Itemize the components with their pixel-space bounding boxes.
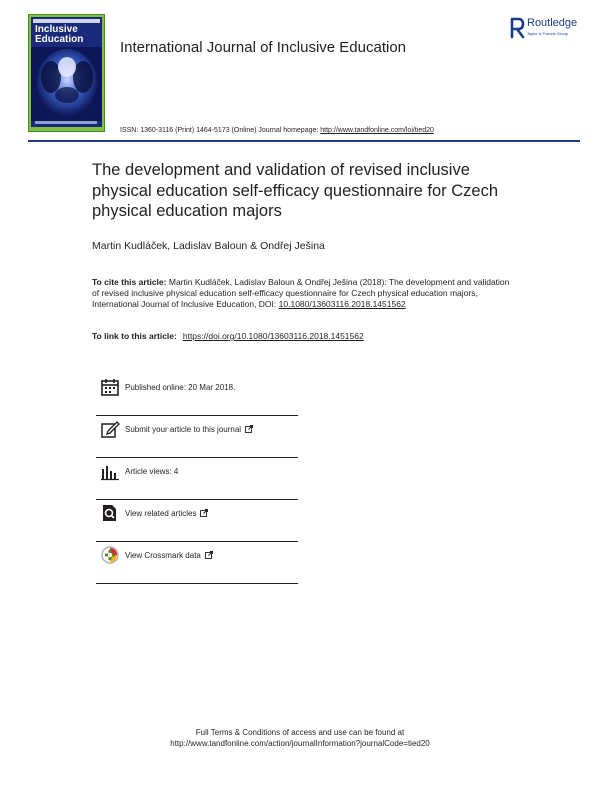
journal-homepage-link[interactable]: http://www.tandfonline.com/loi/tied20 bbox=[320, 127, 434, 134]
crossmark-label: View Crossmark data bbox=[125, 551, 201, 560]
journal-title[interactable]: International Journal of Inclusive Education bbox=[120, 39, 407, 56]
related-articles-icon bbox=[100, 503, 120, 523]
calendar-icon bbox=[100, 377, 120, 397]
article-link-line bbox=[92, 331, 364, 341]
crossmark-link[interactable] bbox=[125, 551, 213, 560]
related-articles-label: View related articles bbox=[125, 509, 197, 518]
citation-label: To cite this article: bbox=[92, 277, 167, 287]
cover-header-strip bbox=[33, 19, 100, 23]
publisher-subtitle: Taylor & Francis Group bbox=[527, 31, 568, 36]
footer-terms-text: Full Terms & Conditions of access and use can be found at bbox=[195, 728, 405, 737]
journal-cover bbox=[28, 14, 105, 132]
header-divider bbox=[28, 140, 580, 142]
submit-article-label: Submit your article to this journal bbox=[125, 425, 242, 434]
external-link-icon bbox=[205, 551, 213, 559]
routledge-logo-icon[interactable] bbox=[509, 17, 525, 39]
views-row bbox=[96, 458, 298, 500]
submit-row[interactable] bbox=[96, 416, 298, 458]
external-link-icon bbox=[245, 425, 253, 433]
article-info-list bbox=[96, 374, 298, 584]
issn-text: ISSN: 1360-3116 (Print) 1464-5173 (Online) Journal homepage: bbox=[120, 127, 321, 134]
related-row[interactable] bbox=[96, 500, 298, 542]
crossmark-row[interactable] bbox=[96, 542, 298, 584]
cover-footer-strip bbox=[35, 121, 97, 124]
published-date: Published online: 20 Mar 2018. bbox=[125, 383, 236, 392]
article-authors: Martin Kudláček, Ladislav Baloun & Ondřej Ješina bbox=[92, 240, 325, 252]
crossmark-icon bbox=[100, 545, 120, 565]
related-articles-link[interactable] bbox=[125, 509, 208, 518]
edit-icon bbox=[100, 419, 120, 439]
external-link-icon bbox=[200, 509, 208, 517]
article-views: Article views: 4 bbox=[125, 467, 179, 476]
footer bbox=[0, 727, 600, 749]
footer-terms-link[interactable]: http://www.tandfonline.com/action/journalInformation?journalCode=tied20 bbox=[170, 739, 430, 748]
article-title: The development and validation of revised inclusive physical education self-efficacy questionnaire for Czech physical education majors bbox=[92, 161, 498, 220]
article-doi-link[interactable]: https://doi.org/10.1080/13603116.2018.1451562 bbox=[182, 331, 364, 341]
citation-text: Martin Kudláček, Ladislav Baloun & Ondřej Ješina (2018): The development and validation of revised inclusive physical education self-efficacy questionnaire for Czech physical education majors, International Journal of Inclusive Education, DOI: bbox=[92, 277, 510, 309]
cover-title: Inclusive Education bbox=[35, 24, 84, 45]
bar-chart-icon bbox=[100, 461, 120, 481]
publisher-name: Routledge bbox=[527, 17, 578, 29]
published-row bbox=[96, 374, 298, 416]
citation-block bbox=[92, 277, 512, 309]
link-label: To link to this article: bbox=[92, 331, 177, 341]
citation-doi[interactable]: 10.1080/13603116.2018.1451562 bbox=[278, 298, 406, 309]
submit-article-link[interactable] bbox=[125, 425, 253, 434]
issn-line bbox=[120, 127, 434, 134]
cover-face-illustration bbox=[31, 47, 102, 121]
